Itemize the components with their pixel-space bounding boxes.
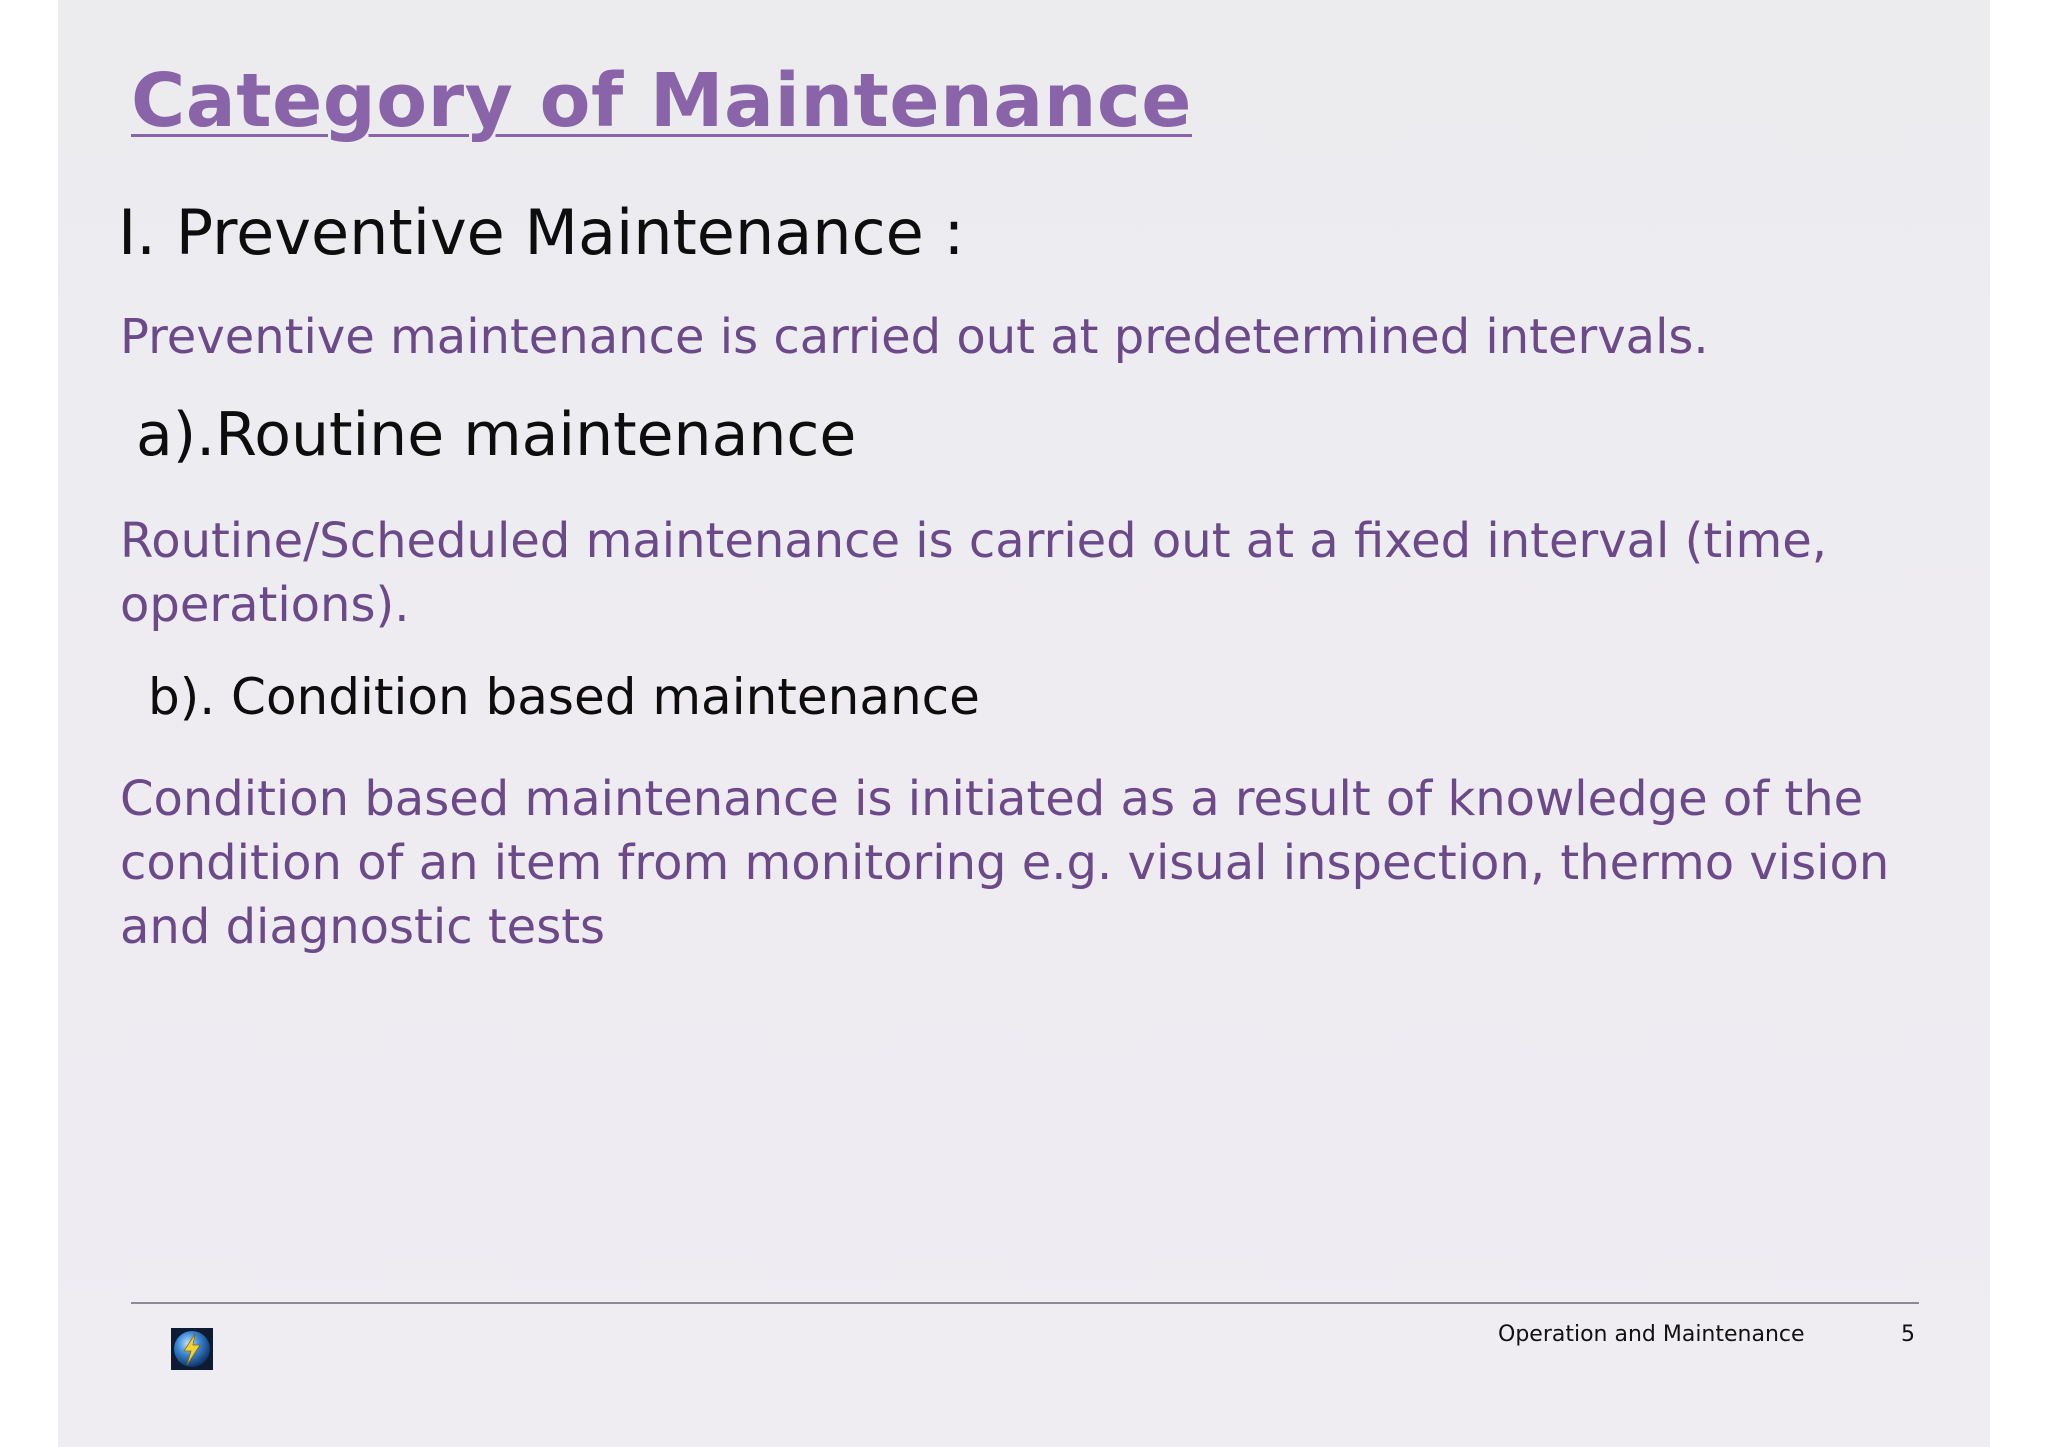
slide-title: Category of Maintenance xyxy=(131,58,1192,144)
text-condition-based: Condition based maintenance is initiated as a result of knowledge of the condition of an item from monitoring e.g. visual inspection, thermo vision and diagnostic tests xyxy=(120,771,1890,955)
page-number: 5 xyxy=(1901,1322,1915,1347)
footer-label: Operation and Maintenance xyxy=(1498,1322,1805,1347)
text-preventive: Preventive maintenance is carried out at predetermined intervals. xyxy=(120,309,1709,365)
footer-divider xyxy=(131,1302,1919,1304)
slide xyxy=(58,0,1990,1447)
heading-routine: a).Routine maintenance xyxy=(136,400,857,470)
heading-preventive: I. Preventive Maintenance : xyxy=(118,196,965,269)
text-routine: Routine/Scheduled maintenance is carried out at a fixed interval (time, operations). xyxy=(120,513,1828,633)
heading-condition-based: b). Condition based maintenance xyxy=(148,668,980,726)
lightning-globe-icon xyxy=(171,1328,213,1370)
